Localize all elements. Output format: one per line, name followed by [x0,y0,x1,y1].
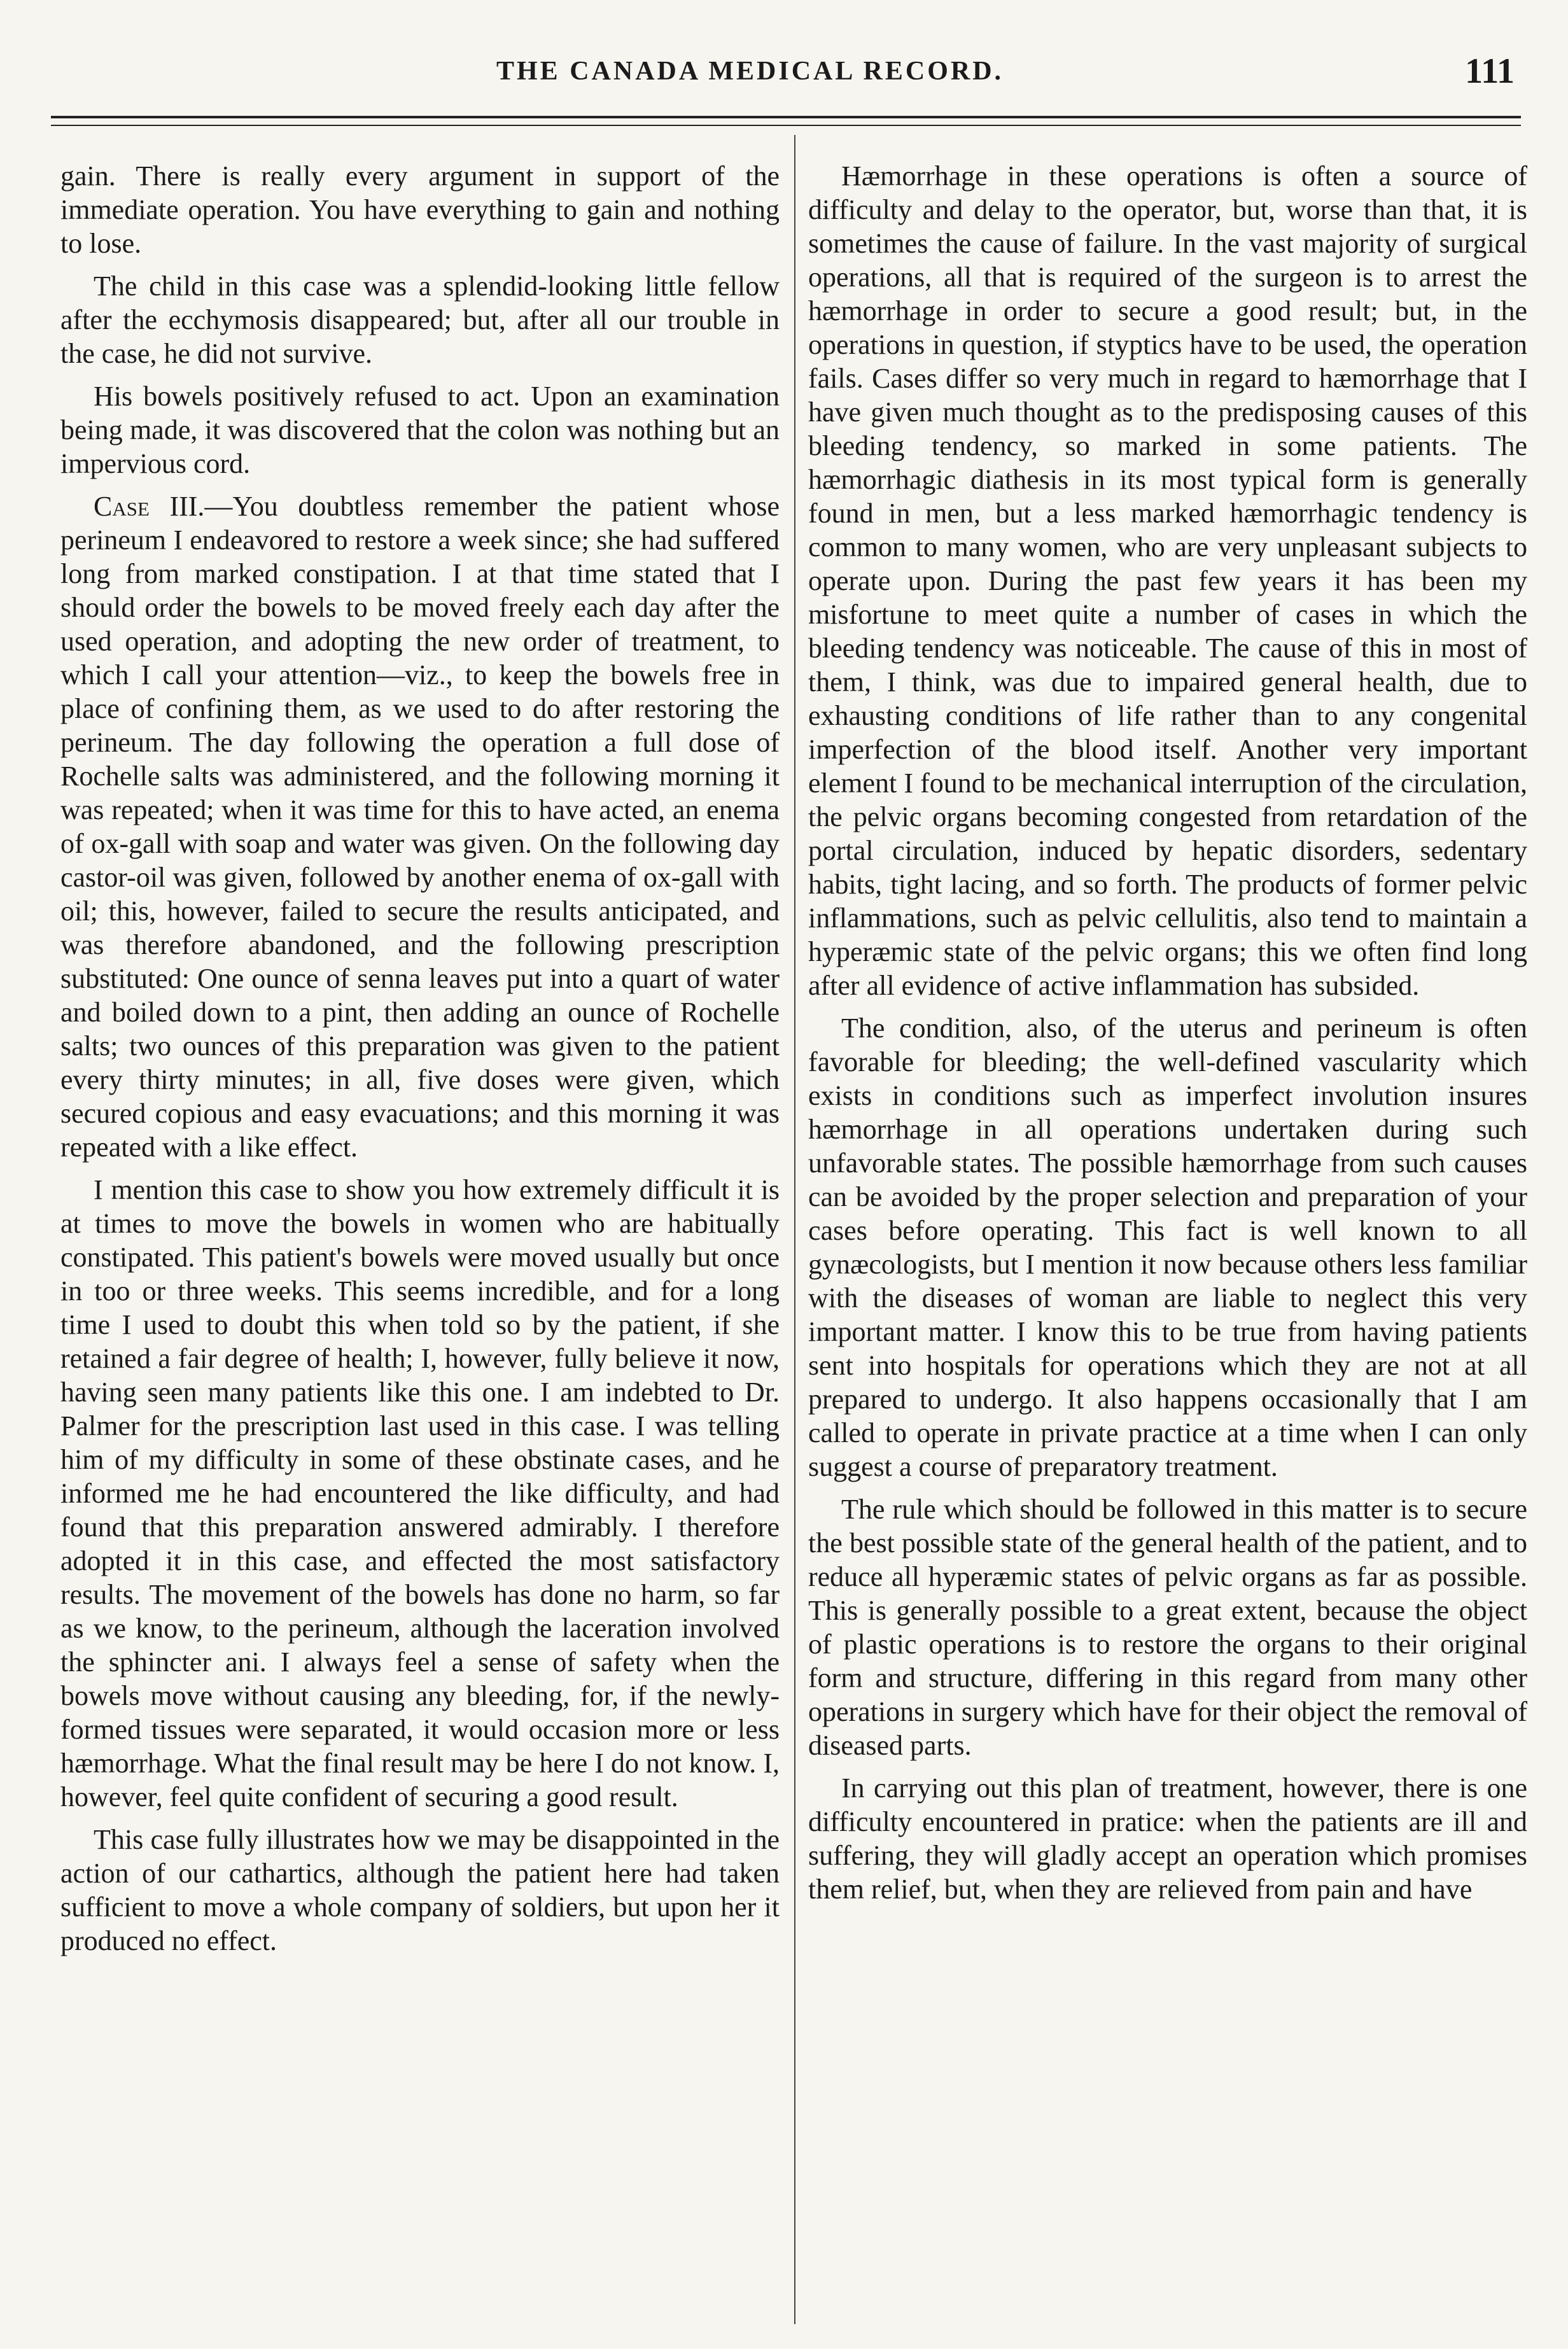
case-text: —You doubtless remember the patient whose perineum I endeavored to restore a week since; she had suffered long from marked constipation. I at that time stated that I should order the bowels to be moved freely each day after the used operation, and adopting the new order of treatment, to which I call your attention—viz., to keep the bowels free in place of confining them, as we used to do after restoring the perineum. The day following the operation a full dose of Rochelle salts was administered, and the following morning it was repeated; when it was time for this to have acted, an enema of ox-gall with soap and water was given. On the following day castor-oil was given, followed by another enema of ox-gall with oil; this, however, failed to secure the results anticipated, and was therefore abandoned, and the following prescription substituted: One ounce of senna leaves put into a quart of water and boiled down to a pint, then adding an ounce of Rochelle salts; two ounces of this preparation was given to the patient every thirty minutes; in all, five doses were given, which secured copious and easy evacuations; and this morning it was repeated with a like effect. [60,491,780,1163]
paragraph: gain. There is really every argument in support of the immediate operation. You have everything to gain and nothing to lose. [60,160,780,259]
header-rule-thin [51,125,1521,126]
left-column [60,159,780,1967]
paragraph: His bowels positively refused to act. Upon an examination being made, it was discovered that the colon was nothing but an impervious cord. [60,381,780,479]
page-number: 111 [1465,52,1515,91]
paragraph: The condition, also, of the uterus and perineum is often favorable for bleeding; the well-defined vascularity which exists in conditions such as imperfect involution insures hæmorrhage in all operations undertaken during such unfavorable states. The possible hæmorrhage from such causes can be avoided by the proper selection and preparation of your cases before operating. This fact is well known to all gynæcologists, but I mention it now because others less familiar with the diseases of woman are liable to neglect this very important matter. I know this to be true from having patients sent into hospitals for operations which they are not at all prepared to undergo. It also happens occasionally that I am called to operate in private practice at a time when I can only suggest a course of preparatory treatment. [808,1013,1527,1482]
right-column [808,159,1527,1915]
paragraph: I mention this case to show you how extremely difficult it is at times to move the bowels in women who are habitually constipated. This patient's bowels were moved usually but once in too or three weeks. This seems incredible, and for a long time I used to doubt this when told so by the patient, if she retained a fair degree of health; I, however, fully believe it now, having seen many patients like this one. I am indebted to Dr. Palmer for the prescription last used in this case. I was telling him of my difficulty in some of these obstinate cases, and he informed me he had encountered the like difficulty, and had found that this preparation answered admirably. I therefore adopted it in this case, and effected the most satisfactory results. The movement of the bowels has done no harm, so far as we know, to the perineum, although the laceration involved the sphincter ani. I always feel a sense of safety when the bowels move without causing any bleeding, for, if the newly-formed tissues were separated, it would occasion more or less hæmorrhage. What the final result may be here I do not know. I, however, feel quite confident of securing a good result. [60,1174,780,1813]
header-rule-thick [51,116,1521,118]
journal-title: THE CANADA MEDICAL RECORD. [496,57,1004,86]
running-head [496,52,1515,107]
column-divider [794,135,795,2324]
case-label: Case III. [94,491,205,522]
paragraph: The rule which should be followed in this matter is to secure the best possible state of the general health of the patient, and to reduce all hyperæmic states of pelvic organs as far as possible. This is generally possible to a great extent, because the object of plastic operations is to restore the organs to their original form and structure, differing in this regard from many other operations in surgery which have for their object the removal of diseased parts. [808,1494,1527,1761]
paragraph: In carrying out this plan of treatment, however, there is one difficulty encountered in pratice: when the patients are ill and suffering, they will gladly accept an operation which promises them relief, but, when they are relieved from pain and have [808,1772,1527,1905]
paragraph-case-iii [60,489,780,1164]
paragraph: The child in this case was a splendid-looking little fellow after the ecchymosis disappeared; but, after all our trouble in the case, he did not survive. [60,270,780,369]
paragraph: Hæmorrhage in these operations is often a source of difficulty and delay to the operator, but, worse than that, it is sometimes the cause of failure. In the vast majority of surgical operations, all that is required of the surgeon is to arrest the hæmorrhage in order to secure a good result; but, in the operations in question, if styptics have to be used, the operation fails. Cases differ so very much in regard to hæmorrhage that I have given much thought as to the predisposing causes of this bleeding tendency, so marked in some patients. The hæmorrhagic diathesis in its most typical form is generally found in men, but a less marked hæmorrhagic tendency is common to many women, who are very unpleasant subjects to operate upon. During the past few years it has been my misfortune to meet quite a number of cases in which the bleeding tendency was noticeable. The cause of this in most of them, I think, was due to impaired general health, due to exhausting conditions of life rather than to any congenital imperfection of the blood itself. Another very important element I found to be mechanical interruption of the circulation, the pelvic organs becoming congested from retardation of the portal circulation, induced by hepatic disorders, sedentary habits, tight lacing, and so forth. The products of former pelvic inflammations, such as pelvic cellulitis, also tend to maintain a hyperæmic state of the pelvic organs; this we often find long after all evidence of active inflammation has subsided. [808,160,1527,1001]
paragraph: This case fully illustrates how we may be disappointed in the action of our cathartics, although the patient here had taken sufficient to move a whole company of soldiers, but upon her it produced no effect. [60,1824,780,1956]
